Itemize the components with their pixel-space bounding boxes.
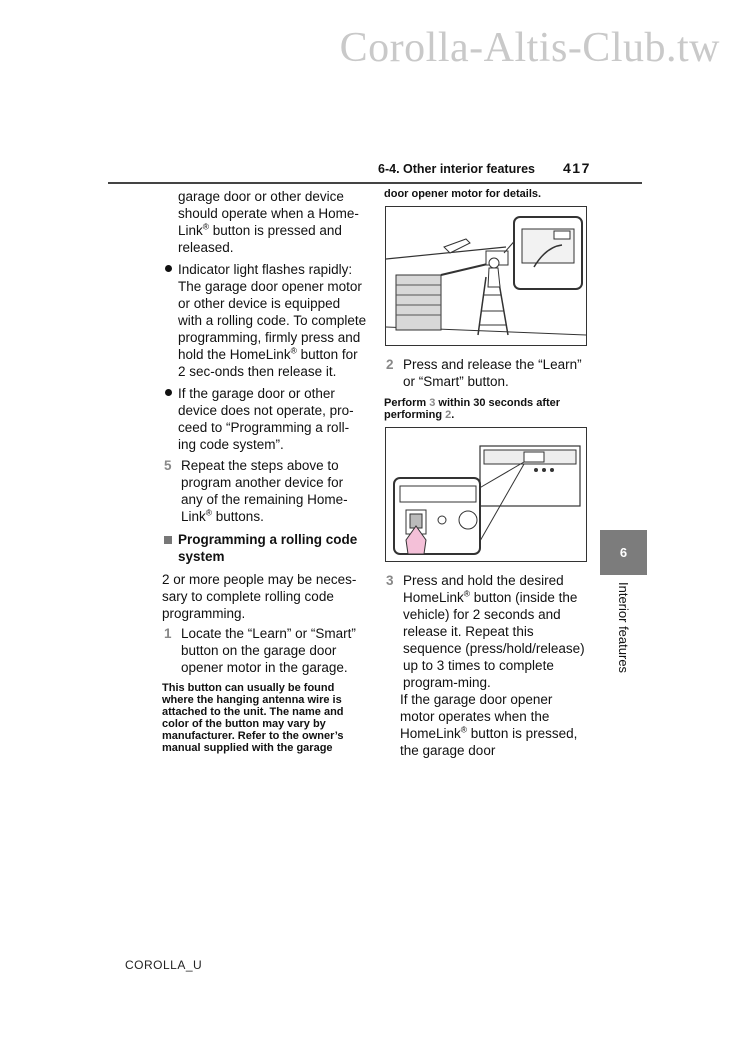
- note-continued: door opener motor for details.: [384, 188, 542, 200]
- bullet-dot: [165, 265, 172, 272]
- header-rule: [108, 182, 642, 184]
- opener-unit-icon: [480, 446, 580, 506]
- step-5: 5 Repeat the steps above to program another device for any of the remaining Home-Link® buttons.: [164, 458, 348, 524]
- step-2: 2 Press and release the “Learn” or “Smart” button.: [386, 357, 582, 389]
- continued-text: garage door or other device should operate when a Home-Link® button is pressed and released.: [178, 189, 359, 255]
- opener-button-illustration: [385, 427, 587, 562]
- zoom-inset: [514, 217, 582, 289]
- chapter-tab-label: Interior features: [616, 582, 631, 674]
- watermark: Corolla-Altis-Club.tw: [339, 25, 720, 71]
- bullet-rapid-flash: Indicator light flashes rapidly: The garage door opener motor or other device is equipped with a rolling code. To complete programming, firmly press and hold the HomeLink® button for 2 sec-onds then release it.: [162, 261, 367, 380]
- note-text: This button can usually be found where the hanging antenna wire is attached to the unit. The name and color of the button may vary by manufacturer. Refer to the owner’s manual supplied with the garage: [162, 682, 344, 754]
- step-3-continued: If the garage door opener motor operates when the HomeLink® button is pressed, the garage door: [400, 692, 578, 758]
- left-column: [162, 188, 367, 754]
- step-3: 3 Press and hold the desired HomeLink® button (inside the vehicle) for 2 seconds and release it. Repeat this sequence (press/hold/release) up to 3 times to complete program-ming.: [386, 573, 585, 690]
- intro-text: 2 or more people may be neces-sary to complete rolling code programming.: [162, 572, 357, 621]
- section-header: 6-4. Other interior features: [378, 162, 535, 176]
- garage-illustration: [385, 206, 587, 346]
- right-column: [384, 188, 589, 759]
- bullet-not-operate: If the garage door or other device does not operate, pro-ceed to “Programming a roll-ing code system”.: [162, 385, 367, 453]
- perform-note: Perform 3 within 30 seconds after performing 2.: [384, 397, 561, 421]
- step-1: 1 Locate the “Learn” or “Smart” button on the garage door opener motor in the garage.: [164, 626, 356, 675]
- footer-model: COROLLA_U: [125, 958, 203, 972]
- section-square-icon: [164, 536, 172, 544]
- person-icon: [488, 258, 500, 287]
- bullet-dot: [165, 389, 172, 396]
- page-number: 417: [563, 160, 591, 176]
- chapter-tab: 6: [600, 530, 647, 575]
- section-heading: Programming a rolling code system: [162, 531, 367, 565]
- garage-door-icon: [396, 275, 441, 330]
